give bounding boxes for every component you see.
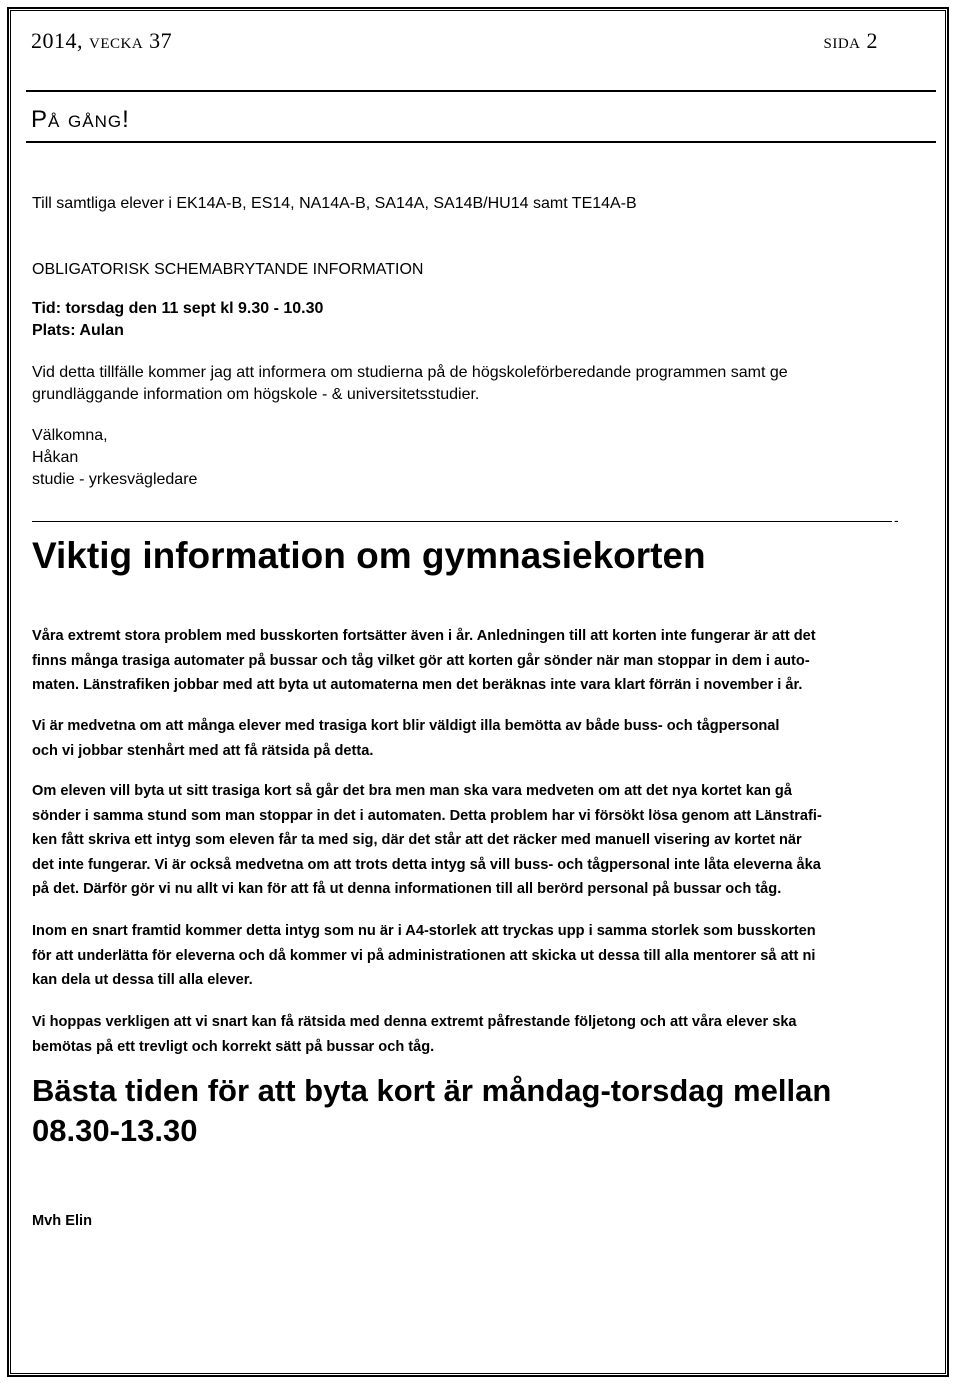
article-line: ken fått skriva ett intyg som eleven får ta med sig, där det står att det räcker med manuell visering av kortet när	[32, 832, 802, 849]
header-right: sida 2	[823, 28, 878, 53]
notice-signature-name: Håkan	[32, 449, 79, 466]
article-paragraph-4	[32, 919, 816, 993]
article-callout	[32, 1071, 831, 1151]
header-left: 2014, vecka 37	[31, 28, 173, 53]
article-paragraph-2	[32, 714, 779, 763]
article-line: Våra extremt stora problem med busskorten fortsätter även i år. Anledningen till att korten inte fungerar är att det	[32, 628, 816, 644]
section-rule-top	[26, 90, 936, 92]
article-line: bemötas på ett trevligt och korrekt sätt på bussar och tåg.	[32, 1038, 435, 1055]
section-title: På gång!	[31, 106, 130, 133]
notice-greeting: Välkomna,	[32, 427, 108, 444]
article-divider-dash: -	[894, 512, 899, 528]
article-title: Viktig information om gymnasiekorten	[32, 535, 706, 576]
notice-signature-title: studie - yrkesvägledare	[32, 471, 198, 488]
notice-body-line-2: grundläggande information om högskole - & universitetsstudier.	[32, 386, 480, 403]
article-signoff: Mvh Elin	[32, 1213, 92, 1229]
notice-heading: OBLIGATORISK SCHEMABRYTANDE INFORMATION	[32, 261, 424, 278]
article-line: det inte fungerar. Vi är också medvetna om att trots detta intyg så vill buss- och tågpersonal inte låta eleverna åka	[32, 856, 821, 873]
article-line: kan dela ut dessa till alla elever.	[32, 972, 253, 989]
notice-time: Tid: torsdag den 11 sept kl 9.30 - 10.30	[32, 300, 324, 317]
article-line: Inom en snart framtid kommer detta intyg som nu är i A4-storlek att tryckas upp i samma storlek som busskorten	[32, 923, 816, 939]
article-paragraph-5	[32, 1010, 797, 1059]
article-paragraph-3	[32, 779, 822, 902]
notice-place: Plats: Aulan	[32, 322, 124, 339]
article-line: sönder i samma stund som man stoppar in det i automaten. Detta problem har vi försökt lösa genom att Länstrafi-	[32, 807, 822, 824]
article-line: för att underlätta för eleverna och då kommer vi på administrationen att skicka ut dessa till alla mentorer så att ni	[32, 947, 816, 964]
article-line: på det. Därför gör vi nu allt vi kan för att få ut denna informationen till all berörd personal på bussar och tåg.	[32, 881, 782, 898]
notice-body-line-1: Vid detta tillfälle kommer jag att informera om studierna på de högskoleförberedande programmen samt ge	[32, 364, 788, 381]
article-line: Vi är medvetna om att många elever med trasiga kort blir väldigt illa bemötta av både buss- och tågpersonal	[32, 718, 780, 734]
article-line: finns många trasiga automater på bussar och tåg vilket gör att korten går sönder när man stoppar in dem i auto-	[32, 652, 810, 669]
article-callout-line: 08.30-13.30	[32, 1113, 198, 1148]
section-rule-bottom	[26, 141, 936, 143]
article-line: maten. Länstrafiken jobbar med att byta ut automaterna men det beräknas inte vara klart förrän i november i år.	[32, 677, 803, 694]
notice-recipients: Till samtliga elever i EK14A-B, ES14, NA14A-B, SA14A, SA14B/HU14 samt TE14A-B	[32, 195, 637, 212]
article-divider	[32, 521, 892, 522]
article-callout-line: Bästa tiden för att byta kort är måndag-torsdag mellan	[32, 1073, 832, 1108]
article-line: Vi hoppas verkligen att vi snart kan få rätsida med denna extremt påfrestande följetong och att våra elever ska	[32, 1014, 797, 1030]
article-line: Om eleven vill byta ut sitt trasiga kort så går det bra men man ska vara medveten om att det nya kortet kan gå	[32, 783, 792, 799]
article-paragraph-1	[32, 624, 816, 698]
article-line: och vi jobbar stenhårt med att få rätsida på detta.	[32, 742, 374, 759]
